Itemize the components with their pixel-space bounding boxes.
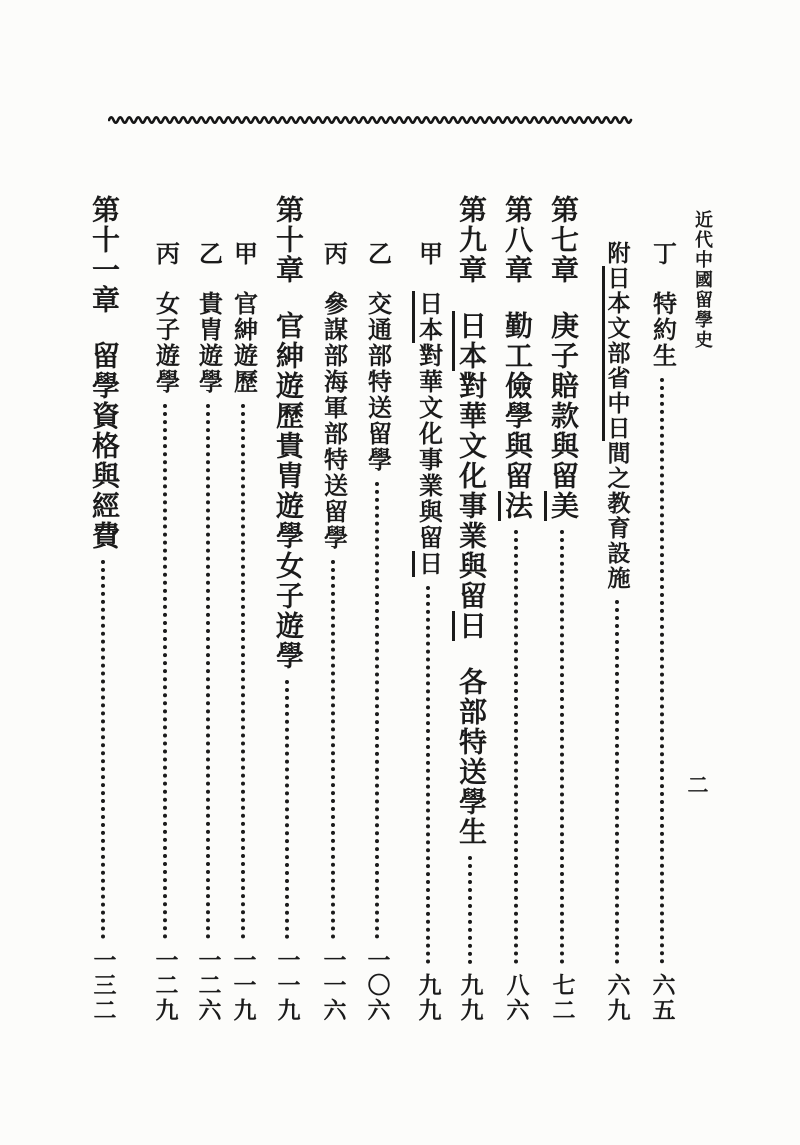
toc-entry-label: 第十一章 [88,195,119,315]
toc-entry-text: 庚子賠款與留 [547,311,578,491]
toc-entry [545,195,579,1023]
toc-entry-page-number: 一一九 [230,948,256,1023]
dotted-leader [101,560,105,939]
toc-entry-label: 乙 [194,241,221,267]
toc-entry-label: 甲 [229,241,256,267]
toc-entry-page-number: 九九 [415,973,441,1023]
toc-entry [86,195,120,1023]
toc-entry [413,195,443,1023]
toc-entry-title [267,311,307,671]
toc-entry-page-number: 六九 [604,973,630,1023]
toc-entry-label: 丁 [648,241,675,267]
dotted-leader [163,404,167,939]
dotted-leader [514,530,518,964]
toc-entry-text: 貴胄遊學 [194,291,221,395]
toc-entry-title [601,266,634,591]
toc-entry-page-number: 一〇六 [364,948,390,1023]
toc-entry-page-number: 八六 [503,973,529,1023]
dotted-leader [468,856,472,964]
toc-entry-text: 官紳遊歷貴胄遊學女子遊學 [272,311,303,671]
toc-entry-title [645,291,680,369]
toc-entry-page-number: 一三二 [90,948,116,1023]
toc-entry [270,195,304,1023]
toc-entry-page-number: 一二六 [195,948,221,1023]
dotted-leader [426,586,430,964]
toc-entry [193,195,223,1023]
toc-entry-label: 附 [604,241,630,266]
toc-entry-text: 交通部特送留學 [363,291,390,473]
toc-entry [228,195,258,1023]
toc-entry-title [83,341,123,551]
toc-entry [647,195,677,1023]
toc-entry-text: 各部特送學生 [455,667,486,847]
toc-entry-text: 對華文化事業與留 [455,371,486,611]
toc-entry-text: 女子遊學 [151,291,178,395]
toc-entry-title [411,291,446,577]
dotted-leader [241,404,245,939]
proper-noun-marked-text: 美 [544,491,578,521]
proper-noun-marked-text: 中日 [602,391,630,441]
proper-noun-marked-text: 日本 [452,311,486,371]
toc-entry-page-number: 六五 [649,973,675,1023]
proper-noun-marked-text: 法 [498,491,532,521]
toc-entry-text: 留學資格與經費 [88,341,119,551]
toc-entry-title [148,291,183,395]
toc-entry-text: 對華文化事業與留 [414,343,441,551]
toc-entry [150,195,180,1023]
toc-entry [362,195,392,1023]
toc-entry [318,195,348,1023]
toc-entry-page-number: 七二 [549,973,575,1023]
folio-page-number: 二 [685,774,709,795]
toc-entry-text: 官紳遊歷 [229,291,256,395]
toc-entry-title [360,291,395,473]
toc-entry-text: 勤工儉學與留 [501,311,532,491]
toc-entry-label: 第十章 [272,195,303,285]
toc-entry-text: 參謀部海軍部特送留學 [319,291,346,551]
proper-noun-marked-text: 日 [452,611,486,641]
toc-entry-label: 乙 [363,241,390,267]
toc-entry-label: 第七章 [547,195,578,285]
toc-entry [453,195,487,1023]
dotted-leader [206,404,210,939]
proper-noun-marked-text: 日本 [412,291,441,343]
dotted-leader [375,482,379,939]
toc-entry-title [191,291,226,395]
toc-entry-page-number: 一一九 [274,948,300,1023]
toc-entry-label: 丙 [319,241,346,267]
running-title: 近代中國留學史 [693,210,713,350]
toc-entry-text: 間之教育設施 [604,441,630,591]
toc-entry [603,195,631,1023]
toc-entry-title [316,291,351,551]
toc-entry-label: 第八章 [501,195,532,285]
proper-noun-marked-text: 日 [412,551,441,577]
toc-entry-title [226,291,261,395]
dotted-leader [331,560,335,939]
toc-entry-page-number: 九九 [457,973,483,1023]
toc-entry-label: 丙 [151,241,178,267]
toc-entry-text: 特約生 [648,291,675,369]
proper-noun-marked-text: 日本文部省 [602,266,630,391]
toc-entry-label: 第九章 [455,195,486,285]
dotted-leader [285,680,289,939]
toc-entry-title [496,311,536,521]
toc-entry-page-number: 一二九 [152,948,178,1023]
toc-entry-page-number: 一一六 [320,948,346,1023]
toc-entry [499,195,533,1023]
dotted-leader [560,530,564,964]
toc-entry-title [542,311,582,521]
toc-entry-label: 甲 [414,241,441,267]
dotted-leader [615,600,619,964]
toc-entry-title [450,311,490,847]
dotted-leader [660,378,664,964]
